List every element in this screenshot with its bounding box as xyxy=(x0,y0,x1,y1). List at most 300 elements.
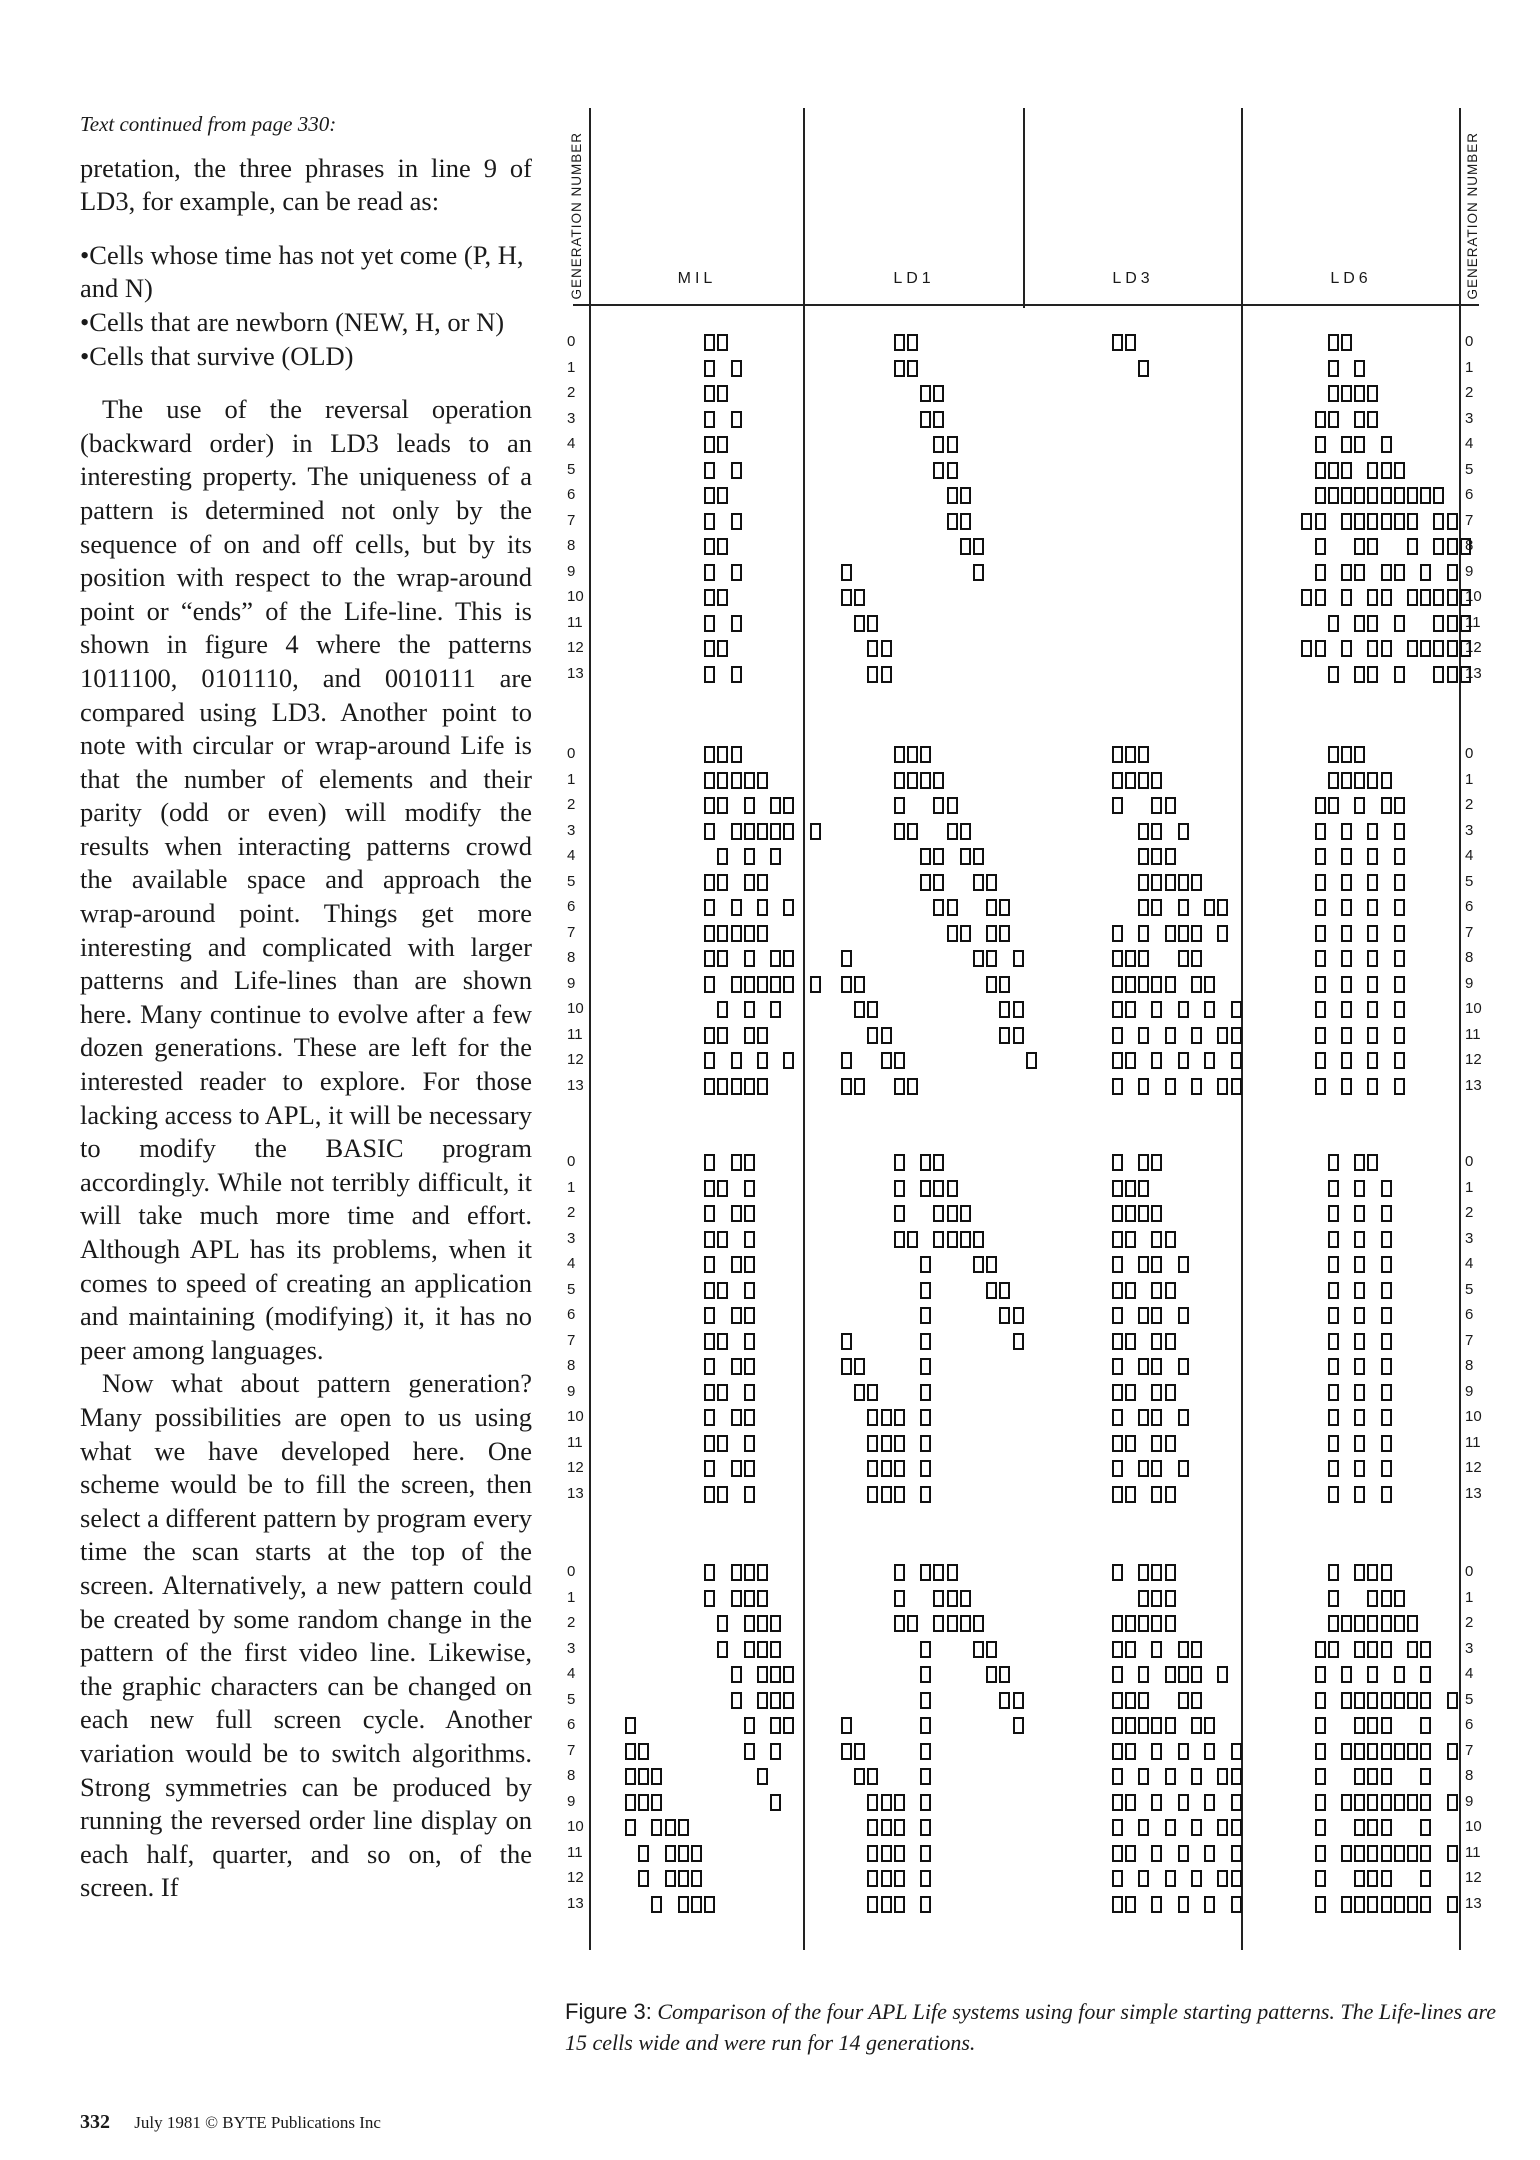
life-cell xyxy=(867,1460,878,1477)
life-cell xyxy=(1447,1743,1458,1760)
life-cell xyxy=(744,823,755,840)
generation-number-right: 9 xyxy=(1465,974,1474,992)
life-cell xyxy=(1125,1384,1136,1401)
life-cell xyxy=(1204,1743,1215,1760)
generation-number-left: 13 xyxy=(567,1076,584,1094)
life-cell xyxy=(717,1078,728,1095)
life-cell xyxy=(1460,538,1471,555)
life-cell xyxy=(1354,1717,1365,1734)
life-cell xyxy=(907,746,918,763)
life-cell xyxy=(1315,925,1326,942)
life-cell xyxy=(1447,1794,1458,1811)
life-cell xyxy=(704,950,715,967)
generation-number-left: 1 xyxy=(567,358,576,376)
life-cell xyxy=(783,1692,794,1709)
life-cell xyxy=(1341,1052,1352,1069)
life-cell xyxy=(920,1256,931,1273)
life-cell xyxy=(1112,1052,1123,1069)
life-cell xyxy=(1204,1896,1215,1913)
life-cell xyxy=(638,1870,649,1887)
life-cell xyxy=(933,1154,944,1171)
life-cell xyxy=(783,976,794,993)
life-cell xyxy=(947,436,958,453)
life-cell xyxy=(770,1001,781,1018)
life-cell xyxy=(1381,1358,1392,1375)
life-cell xyxy=(717,1384,728,1401)
life-cell xyxy=(731,1590,742,1607)
life-cell xyxy=(1367,1896,1378,1913)
life-cell xyxy=(1204,1052,1215,1069)
life-cell xyxy=(1367,950,1378,967)
life-cell xyxy=(894,360,905,377)
life-cell xyxy=(841,1333,852,1350)
life-cell xyxy=(881,1486,892,1503)
life-cell xyxy=(744,848,755,865)
life-cell xyxy=(1328,1435,1339,1452)
life-cell xyxy=(1328,360,1339,377)
life-cell xyxy=(704,589,715,606)
life-cell xyxy=(960,538,971,555)
life-cell xyxy=(986,1666,997,1683)
life-cell xyxy=(744,1384,755,1401)
life-cell xyxy=(757,1590,768,1607)
life-cell xyxy=(1191,1666,1202,1683)
life-cell xyxy=(920,1409,931,1426)
life-cell xyxy=(1151,1743,1162,1760)
life-cell xyxy=(1367,487,1378,504)
life-cell xyxy=(1231,1052,1242,1069)
life-cell xyxy=(1367,1870,1378,1887)
life-cell xyxy=(867,640,878,657)
generation-number-right: 11 xyxy=(1465,1843,1481,1861)
life-cell xyxy=(1217,1078,1228,1095)
life-cell xyxy=(1013,1692,1024,1709)
life-cell xyxy=(1165,1590,1176,1607)
life-cell xyxy=(1178,1307,1189,1324)
life-cell xyxy=(1407,640,1418,657)
generation-number-left: 9 xyxy=(567,1792,576,1810)
life-cell xyxy=(920,1819,931,1836)
life-cell xyxy=(1112,1001,1123,1018)
life-cell xyxy=(625,1743,636,1760)
life-cell xyxy=(1138,1870,1149,1887)
life-cell xyxy=(731,462,742,479)
life-cell xyxy=(1165,874,1176,891)
life-cell xyxy=(704,1896,715,1913)
life-cell xyxy=(1151,899,1162,916)
life-cell xyxy=(1165,1282,1176,1299)
life-cell xyxy=(920,1666,931,1683)
generation-number-right: 7 xyxy=(1465,923,1474,941)
life-cell xyxy=(1138,1154,1149,1171)
life-cell xyxy=(1341,513,1352,530)
life-cell xyxy=(854,1358,865,1375)
life-cell xyxy=(1013,1333,1024,1350)
life-cell xyxy=(973,874,984,891)
life-cell xyxy=(1433,615,1444,632)
life-cell xyxy=(1315,1027,1326,1044)
life-cell xyxy=(1354,1486,1365,1503)
life-cell xyxy=(1125,746,1136,763)
life-cell xyxy=(744,1027,755,1044)
life-cell xyxy=(1354,1870,1365,1887)
life-cell xyxy=(717,746,728,763)
generation-number-left: 11 xyxy=(567,1433,583,1451)
life-cell xyxy=(920,874,931,891)
caption-label: Figure 3: xyxy=(565,1999,652,2024)
life-cell xyxy=(1328,666,1339,683)
life-cell xyxy=(920,1845,931,1862)
life-cell xyxy=(783,823,794,840)
bullet-item: •Cells whose time has not yet come (P, H, and N) xyxy=(80,239,524,304)
generation-number-right: 6 xyxy=(1465,486,1474,503)
life-cell xyxy=(1328,1384,1339,1401)
figure-caption xyxy=(565,1996,1505,2058)
life-cell xyxy=(757,899,768,916)
life-cell xyxy=(651,1768,662,1785)
life-cell xyxy=(1112,1870,1123,1887)
life-cell xyxy=(894,797,905,814)
life-cell xyxy=(907,1078,918,1095)
life-cell xyxy=(625,1819,636,1836)
life-cell xyxy=(1191,874,1202,891)
life-cell xyxy=(854,1743,865,1760)
life-cell xyxy=(704,640,715,657)
life-cell xyxy=(1447,564,1458,581)
life-cell xyxy=(1447,640,1458,657)
generation-number-right: 2 xyxy=(1465,1614,1474,1631)
life-cell xyxy=(1112,1641,1123,1658)
life-cell xyxy=(1191,1717,1202,1734)
life-cell xyxy=(1178,823,1189,840)
life-cell xyxy=(704,925,715,942)
life-cell xyxy=(999,899,1010,916)
life-cell xyxy=(920,1358,931,1375)
life-cell xyxy=(744,1333,755,1350)
life-cell xyxy=(933,436,944,453)
life-cell xyxy=(1460,589,1471,606)
life-cell xyxy=(1204,899,1215,916)
paragraph-1: pretation, the three phrases in line 9 of LD3, for example, can be read as: xyxy=(80,152,532,217)
generation-number-right: 2 xyxy=(1465,1204,1474,1221)
life-cell xyxy=(1013,1307,1024,1324)
life-cell xyxy=(1125,1333,1136,1350)
life-cell xyxy=(947,797,958,814)
life-cell xyxy=(1341,564,1352,581)
life-cell xyxy=(1420,1743,1431,1760)
life-cell xyxy=(986,1641,997,1658)
life-cell xyxy=(770,976,781,993)
life-cell xyxy=(1315,538,1326,555)
life-cell xyxy=(1151,1307,1162,1324)
page-footer xyxy=(80,2111,381,2134)
life-cell xyxy=(1460,666,1471,683)
life-cell xyxy=(1125,1615,1136,1632)
life-cell xyxy=(1013,1717,1024,1734)
life-cell xyxy=(1367,513,1378,530)
life-cell xyxy=(1354,538,1365,555)
life-cell xyxy=(854,615,865,632)
life-cell xyxy=(1191,925,1202,942)
life-cell xyxy=(1394,513,1405,530)
life-cell xyxy=(744,1590,755,1607)
life-cell xyxy=(731,1307,742,1324)
bullet-list xyxy=(80,239,532,373)
life-cell xyxy=(1315,1870,1326,1887)
life-cell xyxy=(1420,1896,1431,1913)
life-cell xyxy=(1367,538,1378,555)
generation-number-left: 10 xyxy=(567,588,584,605)
life-cell xyxy=(881,1870,892,1887)
life-cell xyxy=(1191,1078,1202,1095)
life-cell xyxy=(783,1052,794,1069)
life-cell xyxy=(1328,385,1339,402)
life-cell xyxy=(1341,1078,1352,1095)
life-cell xyxy=(1341,385,1352,402)
life-cell xyxy=(717,950,728,967)
generation-number-left: 7 xyxy=(567,923,576,941)
life-cell xyxy=(678,1819,689,1836)
life-cell xyxy=(1112,797,1123,814)
life-cell xyxy=(1407,1845,1418,1862)
life-cell xyxy=(744,772,755,789)
life-cell xyxy=(1125,1692,1136,1709)
life-cell xyxy=(1381,1256,1392,1273)
generation-number-right: 3 xyxy=(1465,1639,1474,1657)
life-cell xyxy=(704,1180,715,1197)
life-cell xyxy=(1354,1896,1365,1913)
life-cell xyxy=(1178,1460,1189,1477)
life-cell xyxy=(1341,1666,1352,1683)
generation-number-right: 4 xyxy=(1465,1255,1474,1272)
life-cell xyxy=(1138,1615,1149,1632)
life-cell xyxy=(757,772,768,789)
life-cell xyxy=(678,1896,689,1913)
life-cell xyxy=(1231,1743,1242,1760)
generation-number-left: 10 xyxy=(567,1818,584,1835)
life-cell xyxy=(1367,848,1378,865)
life-cell xyxy=(1328,1307,1339,1324)
life-cell xyxy=(704,462,715,479)
life-cell xyxy=(1433,666,1444,683)
life-cell xyxy=(1178,1001,1189,1018)
life-cell xyxy=(999,1307,1010,1324)
life-cell xyxy=(757,1641,768,1658)
life-cell xyxy=(717,385,728,402)
life-cell xyxy=(744,950,755,967)
generation-number-left: 7 xyxy=(567,1331,576,1349)
life-cell xyxy=(1341,899,1352,916)
life-cell xyxy=(810,976,821,993)
life-cell xyxy=(973,1256,984,1273)
generation-number-left: 5 xyxy=(567,460,576,478)
generation-number-left: 0 xyxy=(567,745,576,762)
life-cell xyxy=(1354,411,1365,428)
life-cell xyxy=(731,360,742,377)
generation-number-right: 5 xyxy=(1465,460,1474,478)
life-cell xyxy=(704,1384,715,1401)
life-cell xyxy=(1191,976,1202,993)
life-cell xyxy=(1138,1768,1149,1785)
life-cell xyxy=(1394,1692,1405,1709)
life-cell xyxy=(1125,1743,1136,1760)
life-cell xyxy=(1341,640,1352,657)
life-cell xyxy=(1328,1409,1339,1426)
life-cell xyxy=(920,1486,931,1503)
life-cell xyxy=(1394,1052,1405,1069)
life-cell xyxy=(933,462,944,479)
life-cell xyxy=(717,1333,728,1350)
life-cell xyxy=(1341,1743,1352,1760)
life-cell xyxy=(999,1282,1010,1299)
life-cell xyxy=(1231,1794,1242,1811)
life-cell xyxy=(1112,1409,1123,1426)
life-cell xyxy=(999,976,1010,993)
generation-number-right: 11 xyxy=(1465,1433,1481,1451)
life-cell xyxy=(717,1231,728,1248)
generation-number-left: 12 xyxy=(567,1459,584,1476)
life-cell xyxy=(744,1256,755,1273)
life-cell xyxy=(1328,1460,1339,1477)
life-cell xyxy=(1420,1768,1431,1785)
life-cell xyxy=(1381,1384,1392,1401)
life-cell xyxy=(783,1717,794,1734)
life-cell xyxy=(1315,950,1326,967)
life-cell xyxy=(920,1870,931,1887)
page-number: 332 xyxy=(80,2111,110,2133)
life-cell xyxy=(1367,1154,1378,1171)
life-cell xyxy=(1394,487,1405,504)
life-cell xyxy=(960,1205,971,1222)
life-cell xyxy=(1112,1794,1123,1811)
life-cell xyxy=(1341,334,1352,351)
life-cell xyxy=(933,1205,944,1222)
life-cell xyxy=(638,1794,649,1811)
life-cell xyxy=(894,1896,905,1913)
life-cell xyxy=(783,797,794,814)
life-cell xyxy=(1151,874,1162,891)
life-cell xyxy=(731,1154,742,1171)
life-cell xyxy=(1151,1001,1162,1018)
life-cell xyxy=(1407,487,1418,504)
generation-number-left: 5 xyxy=(567,1280,576,1298)
generation-number-right: 3 xyxy=(1465,821,1474,839)
life-cell xyxy=(1178,1666,1189,1683)
life-cell xyxy=(973,848,984,865)
life-cell xyxy=(1315,874,1326,891)
life-cell xyxy=(1204,1794,1215,1811)
life-cell xyxy=(731,666,742,683)
life-cell xyxy=(1151,1409,1162,1426)
life-cell xyxy=(1367,1845,1378,1862)
generation-number-right: 13 xyxy=(1465,664,1482,682)
life-cell xyxy=(770,1666,781,1683)
life-cell xyxy=(920,1794,931,1811)
life-cell xyxy=(1125,976,1136,993)
life-cell xyxy=(744,1001,755,1018)
life-cell xyxy=(1354,436,1365,453)
life-cell xyxy=(731,976,742,993)
life-cell xyxy=(841,564,852,581)
generation-number-left: 11 xyxy=(567,613,583,631)
generation-number-left: 4 xyxy=(567,435,576,452)
life-cell xyxy=(1367,1768,1378,1785)
life-cell xyxy=(1381,1590,1392,1607)
life-cell xyxy=(651,1896,662,1913)
life-cell xyxy=(1165,1384,1176,1401)
life-cell xyxy=(1328,1333,1339,1350)
life-cell xyxy=(1381,1819,1392,1836)
life-cell xyxy=(1112,746,1123,763)
life-cell xyxy=(744,1641,755,1658)
life-cell xyxy=(1354,615,1365,632)
life-cell xyxy=(783,899,794,916)
life-cell xyxy=(744,925,755,942)
life-cell xyxy=(854,1768,865,1785)
life-cell xyxy=(1354,1282,1365,1299)
life-cell xyxy=(1394,823,1405,840)
life-cell xyxy=(947,1205,958,1222)
life-cell xyxy=(744,1154,755,1171)
life-cell xyxy=(1178,899,1189,916)
life-cell xyxy=(1381,1768,1392,1785)
life-cell xyxy=(691,1896,702,1913)
life-cell xyxy=(744,1180,755,1197)
life-cell xyxy=(1433,640,1444,657)
generation-number-label-left: GENERATION NUMBER xyxy=(568,132,584,300)
life-cell xyxy=(960,848,971,865)
life-cell xyxy=(1165,1231,1176,1248)
life-cell xyxy=(1165,1435,1176,1452)
life-cell xyxy=(1112,1896,1123,1913)
life-cell xyxy=(1178,874,1189,891)
life-cell xyxy=(1151,1384,1162,1401)
life-cell xyxy=(1328,462,1339,479)
life-cell xyxy=(1341,950,1352,967)
life-cell xyxy=(731,772,742,789)
life-cell xyxy=(1151,1052,1162,1069)
life-cell xyxy=(1112,1231,1123,1248)
life-cell xyxy=(1367,772,1378,789)
life-cell xyxy=(841,1078,852,1095)
life-cell xyxy=(1354,1819,1365,1836)
life-cell xyxy=(1138,1409,1149,1426)
generation-number-right: 5 xyxy=(1465,1280,1474,1298)
life-cell xyxy=(920,1896,931,1913)
life-cell xyxy=(1151,1460,1162,1477)
life-cell xyxy=(704,1205,715,1222)
life-cell xyxy=(1394,1794,1405,1811)
life-cell xyxy=(894,1460,905,1477)
generation-number-right: 0 xyxy=(1465,1563,1474,1580)
generation-number-left: 9 xyxy=(567,974,576,992)
life-cell xyxy=(1341,1615,1352,1632)
life-cell xyxy=(1315,899,1326,916)
life-cell xyxy=(757,1564,768,1581)
life-cell xyxy=(933,1590,944,1607)
life-cell xyxy=(1217,925,1228,942)
life-cell xyxy=(717,1001,728,1018)
life-cell xyxy=(947,925,958,942)
life-cell xyxy=(704,615,715,632)
life-cell xyxy=(1381,1333,1392,1350)
life-cell xyxy=(1381,1282,1392,1299)
life-cell xyxy=(704,874,715,891)
life-cell xyxy=(1151,1564,1162,1581)
life-cell xyxy=(1178,1794,1189,1811)
life-cell xyxy=(947,1180,958,1197)
life-cell xyxy=(1381,1743,1392,1760)
